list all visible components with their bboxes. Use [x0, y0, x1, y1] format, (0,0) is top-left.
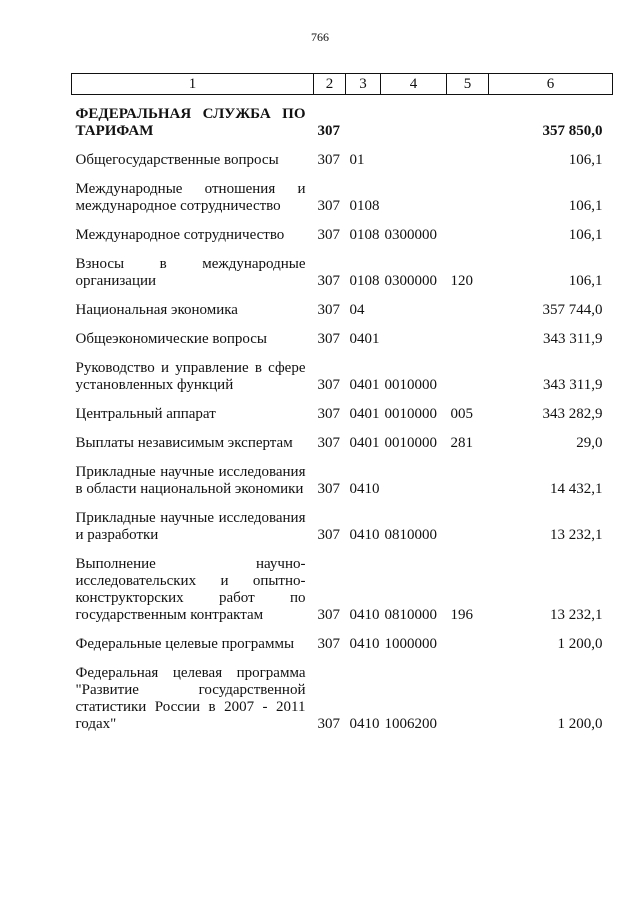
row-amount: 343 311,9 [543, 377, 603, 393]
row-section-code: 0401 [349, 435, 380, 451]
row-section-code: 0410 [349, 607, 380, 623]
row-amount: 1 200,0 [557, 716, 603, 732]
row-name: Выплаты независимым экспертам [75, 435, 293, 451]
row-ministry-code: 307 [317, 435, 340, 451]
row-expense-type-code [447, 227, 489, 256]
row-target-article-code [381, 302, 447, 331]
row-name: Руководство и управление в сфере установленных функций [75, 360, 306, 393]
row-target-article-code: 0300000 [384, 273, 437, 289]
row-section-code: 0410 [349, 481, 380, 497]
row-target-article-code: 1006200 [384, 716, 437, 732]
table-row [72, 331, 613, 360]
column-header-3: 3 [346, 74, 381, 95]
row-name: Федеральные целевые программы [75, 636, 295, 652]
row-section-code: 0108 [349, 198, 380, 214]
row-expense-type-code [447, 302, 489, 331]
row-name: Международные отношения и международное сотрудничество [75, 181, 306, 214]
row-name: Общегосударственные вопросы [75, 152, 279, 168]
row-amount: 106,1 [568, 227, 603, 243]
row-amount: 357 850,0 [542, 123, 603, 139]
table-row [72, 256, 613, 302]
column-header-1: 1 [72, 74, 314, 95]
table-row [72, 406, 613, 435]
row-target-article-code: 0810000 [384, 607, 437, 623]
row-amount: 106,1 [568, 152, 603, 168]
table-row [72, 636, 613, 665]
budget-table [71, 73, 613, 745]
row-target-article-code: 0300000 [384, 227, 437, 243]
row-ministry-code: 307 [317, 227, 340, 243]
row-expense-type-code: 005 [450, 406, 473, 422]
page-number: 766 [311, 30, 329, 44]
table-row [72, 435, 613, 464]
row-ministry-code: 307 [317, 152, 340, 168]
row-ministry-code: 307 [317, 607, 340, 623]
column-header-6: 6 [489, 74, 613, 95]
row-target-article-code [381, 181, 447, 227]
row-section-code [346, 106, 381, 152]
column-header-5: 5 [447, 74, 489, 95]
row-expense-type-code: 196 [450, 607, 473, 623]
row-target-article-code [381, 152, 447, 181]
table-spacer [72, 95, 613, 107]
column-header-2: 2 [314, 74, 346, 95]
row-name: Выполнение научно-исследовательских и опытно-конструкторских работ по государственным контрактам [75, 556, 306, 623]
row-ministry-code: 307 [317, 302, 340, 318]
row-amount: 357 744,0 [542, 302, 603, 318]
budget-table-body [72, 95, 613, 746]
row-expense-type-code [447, 360, 489, 406]
row-ministry-code: 307 [317, 406, 340, 422]
table-row [72, 106, 613, 152]
table-row [72, 227, 613, 256]
row-target-article-code: 0010000 [384, 377, 437, 393]
row-amount: 29,0 [576, 435, 603, 451]
row-section-code: 0410 [349, 716, 380, 732]
row-amount: 13 232,1 [550, 527, 603, 543]
row-expense-type-code [447, 665, 489, 745]
row-section-code: 0410 [349, 636, 380, 652]
row-section-code: 01 [349, 152, 365, 168]
row-ministry-code: 307 [317, 481, 340, 497]
row-target-article-code: 1000000 [384, 636, 437, 652]
row-expense-type-code [447, 636, 489, 665]
table-row [72, 302, 613, 331]
table-row [72, 510, 613, 556]
row-expense-type-code [447, 510, 489, 556]
row-ministry-code: 307 [317, 198, 340, 214]
row-name: ФЕДЕРАЛЬНАЯ СЛУЖБА ПО ТАРИФАМ [75, 106, 306, 139]
row-expense-type-code: 281 [450, 435, 473, 451]
row-target-article-code [381, 331, 447, 360]
table-row [72, 360, 613, 406]
row-target-article-code: 0010000 [384, 406, 437, 422]
row-expense-type-code [447, 331, 489, 360]
row-section-code: 0401 [349, 406, 380, 422]
row-expense-type-code [447, 106, 489, 152]
row-target-article-code: 0010000 [384, 435, 437, 451]
row-name: Национальная экономика [75, 302, 238, 318]
row-amount: 106,1 [568, 198, 603, 214]
row-expense-type-code [447, 181, 489, 227]
row-target-article-code [381, 464, 447, 510]
row-ministry-code: 307 [317, 527, 340, 543]
row-ministry-code: 307 [317, 331, 340, 347]
row-section-code: 0401 [349, 377, 380, 393]
row-expense-type-code [447, 464, 489, 510]
row-ministry-code: 307 [317, 273, 340, 289]
row-name: Международное сотрудничество [75, 227, 285, 243]
row-name: Федеральная целевая программа "Развитие государственной статистики России в 2007 - 2011 годах" [75, 665, 306, 732]
row-amount: 106,1 [568, 273, 603, 289]
row-amount: 343 311,9 [543, 331, 603, 347]
row-amount: 14 432,1 [550, 481, 603, 497]
row-amount: 343 282,9 [542, 406, 603, 422]
row-section-code: 0108 [349, 227, 380, 243]
column-number-header-row [72, 74, 613, 95]
row-name: Взносы в международные организации [75, 256, 306, 289]
table-row [72, 181, 613, 227]
row-target-article-code [381, 106, 447, 152]
row-ministry-code: 307 [317, 123, 340, 139]
row-expense-type-code: 120 [450, 273, 473, 289]
column-header-4: 4 [381, 74, 447, 95]
table-row [72, 152, 613, 181]
table-row [72, 556, 613, 636]
row-ministry-code: 307 [317, 716, 340, 732]
row-amount: 1 200,0 [557, 636, 603, 652]
row-target-article-code: 0810000 [384, 527, 437, 543]
row-section-code: 0410 [349, 527, 380, 543]
table-row [72, 464, 613, 510]
row-section-code: 04 [349, 302, 365, 318]
row-name: Центральный аппарат [75, 406, 216, 422]
row-name: Общеэкономические вопросы [75, 331, 267, 347]
row-name: Прикладные научные исследования и разработки [75, 510, 306, 543]
row-section-code: 0108 [349, 273, 380, 289]
row-name: Прикладные научные исследования в области национальной экономики [75, 464, 306, 497]
table-row [72, 665, 613, 745]
row-ministry-code: 307 [317, 636, 340, 652]
row-amount: 13 232,1 [550, 607, 603, 623]
row-ministry-code: 307 [317, 377, 340, 393]
row-section-code: 0401 [349, 331, 380, 347]
row-expense-type-code [447, 152, 489, 181]
